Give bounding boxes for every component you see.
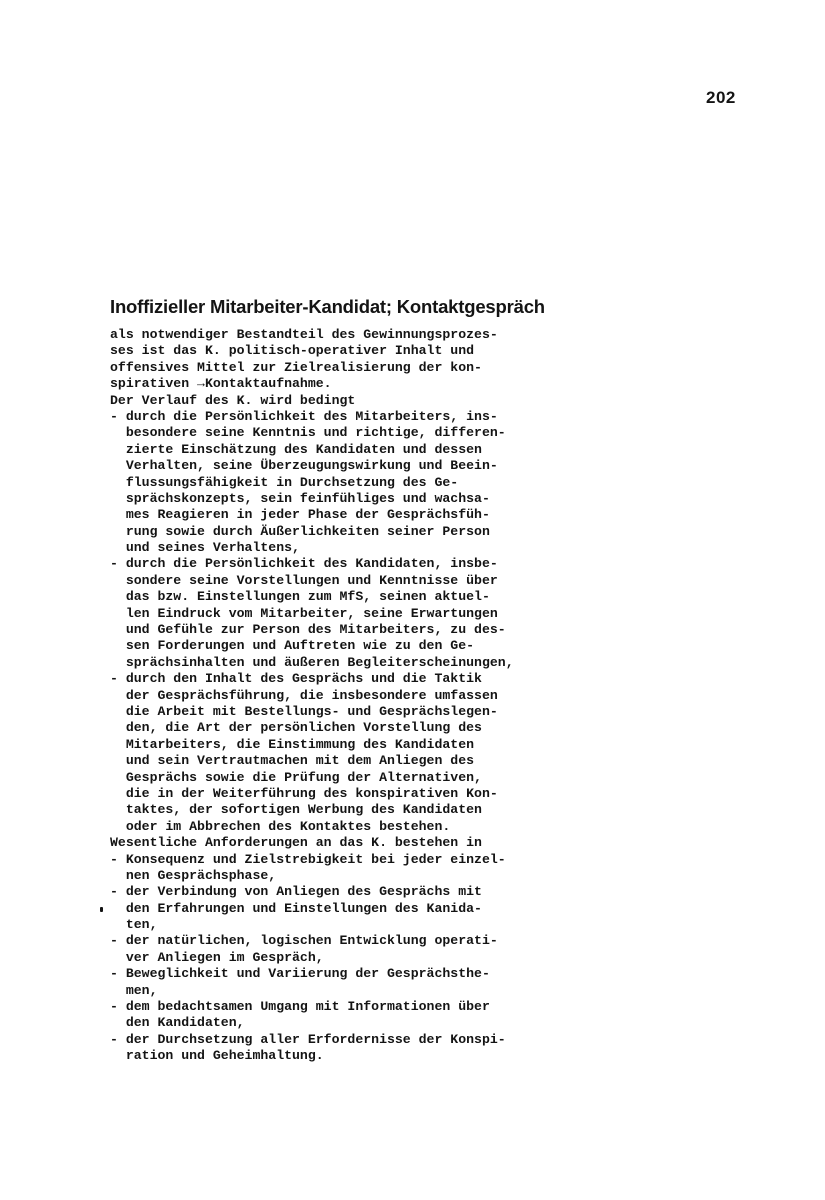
body-line: nen Gesprächsphase, <box>110 867 277 883</box>
body-line: ten, <box>110 917 158 933</box>
body-line: men, <box>110 982 158 998</box>
body-line: offensives Mittel zur Zielrealisierung der kon- <box>110 359 482 375</box>
body-line: und sein Vertrautmachen mit dem Anliegen des <box>110 753 475 769</box>
body-line: oder im Abbrechen des Kontaktes bestehen. <box>110 818 451 834</box>
body-line: - der Durchsetzung aller Erfordernisse der Konspi- <box>110 1031 506 1047</box>
body-line: taktes, der sofortigen Werbung des Kandidaten <box>110 802 482 818</box>
body-line: als notwendiger Bestandteil des Gewinnungsprozes- <box>110 327 498 342</box>
body-line: ration und Geheimhaltung. <box>110 1048 324 1064</box>
entry-heading: Inoffizieller Mitarbeiter-Kandidat; Kontaktgespräch <box>110 296 545 317</box>
body-line: die Arbeit mit Bestellungs- und Gesprächslegen- <box>110 703 498 719</box>
body-line: rung sowie durch Äußerlichkeiten seiner Person <box>110 523 490 539</box>
body-line: - der Verbindung von Anliegen des Gesprächs mit <box>110 884 482 900</box>
body-line: - durch den Inhalt des Gesprächs und die Taktik <box>110 671 482 687</box>
entry-body <box>110 327 670 1065</box>
body-line: und Gefühle zur Person des Mitarbeiters, zu des- <box>110 622 506 638</box>
body-line: Der Verlauf des K. wird bedingt <box>110 392 356 408</box>
body-line: das bzw. Einstellungen zum MfS, seinen aktuel- <box>110 589 490 605</box>
body-line: ses ist das K. politisch-operativer Inhalt und <box>110 343 475 359</box>
body-line: mes Reagieren in jeder Phase der Gesprächsfüh- <box>110 507 490 523</box>
body-line: den Erfahrungen und Einstellungen des Kanida- <box>110 900 482 916</box>
body-line: sprächskonzepts, sein feinfühliges und wachsa- <box>110 490 490 506</box>
body-line: den, die Art der persönlichen Vorstellung des <box>110 720 482 736</box>
body-line: Wesentliche Anforderungen an das K. bestehen in <box>110 835 482 851</box>
body-line: der Gesprächsführung, die insbesondere umfassen <box>110 687 498 703</box>
body-line: - der natürlichen, logischen Entwicklung operati- <box>110 933 498 949</box>
body-line: - Beweglichkeit und Variierung der Gesprächsthe- <box>110 966 490 982</box>
body-line: und seines Verhaltens, <box>110 540 300 556</box>
body-line: - Konsequenz und Zielstrebigkeit bei jeder einzel- <box>110 851 506 867</box>
body-line: - dem bedachtsamen Umgang mit Informationen über <box>110 999 490 1015</box>
body-line: flussungsfähigkeit in Durchsetzung des Ge- <box>110 474 459 490</box>
body-line: die in der Weiterführung des konspirativen Kon- <box>110 785 498 801</box>
body-line: Gesprächs sowie die Prüfung der Alternativen, <box>110 769 482 785</box>
body-line: sen Forderungen und Auftreten wie zu den Ge- <box>110 638 475 654</box>
scan-speck <box>100 907 103 912</box>
body-line: - durch die Persönlichkeit des Mitarbeiters, ins- <box>110 408 498 424</box>
body-line: Verhalten, seine Überzeugungswirkung und Beein- <box>110 458 498 474</box>
body-line: - durch die Persönlichkeit des Kandidaten, insbe- <box>110 556 498 572</box>
body-line: len Eindruck vom Mitarbeiter, seine Erwartungen <box>110 605 498 621</box>
body-line: zierte Einschätzung des Kandidaten und dessen <box>110 441 482 457</box>
page-number: 202 <box>706 88 736 107</box>
body-line: sondere seine Vorstellungen und Kenntnisse über <box>110 572 498 588</box>
body-line: spirativen →Kontaktaufnahme. <box>110 376 332 392</box>
body-line: Mitarbeiters, die Einstimmung des Kandidaten <box>110 736 475 752</box>
body-line: sprächsinhalten und äußeren Begleiterscheinungen, <box>110 654 514 670</box>
body-line: besondere seine Kenntnis und richtige, differen- <box>110 425 506 441</box>
body-line: ver Anliegen im Gespräch, <box>110 949 324 965</box>
body-line: den Kandidaten, <box>110 1015 245 1031</box>
